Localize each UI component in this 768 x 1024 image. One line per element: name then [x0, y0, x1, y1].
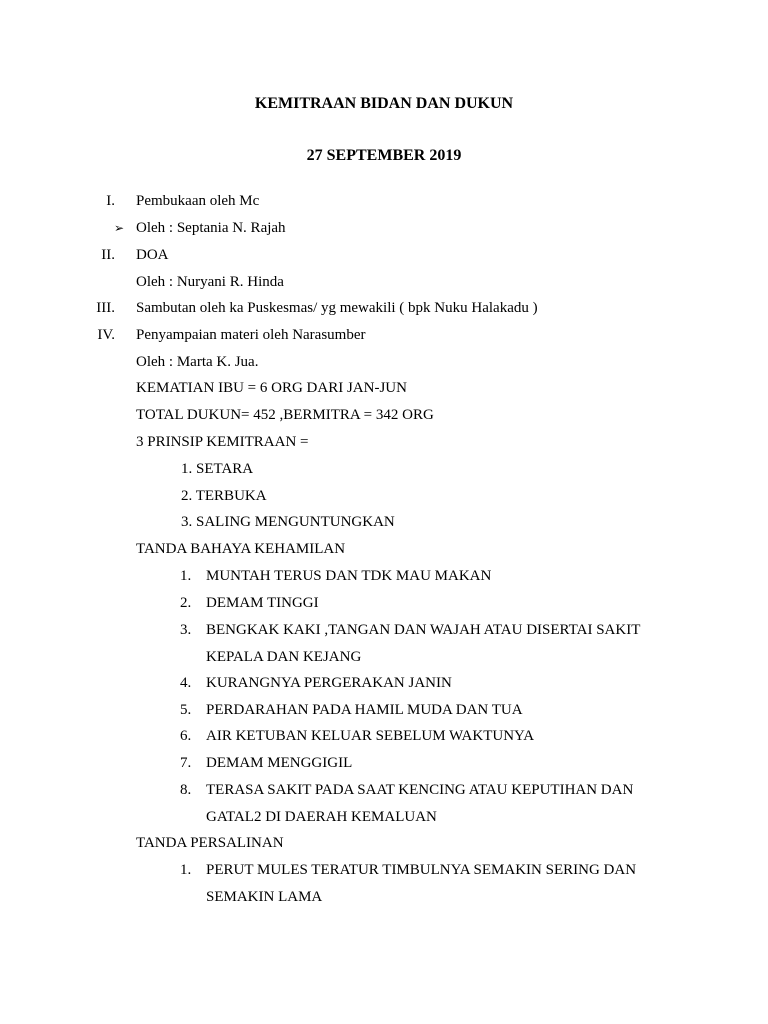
bahaya-heading: TANDA BAHAYA KEHAMILAN: [136, 541, 346, 557]
bahaya-number: 8.: [180, 782, 192, 798]
kematian-ibu-text: KEMATIAN IBU = 6 ORG DARI JAN-JUN: [136, 380, 407, 396]
bahaya-item-continued: GATAL2 DI DAERAH KEMALUAN: [206, 809, 437, 825]
persalinan-item: PERUT MULES TERATUR TIMBULNYA SEMAKIN SERING DAN: [206, 862, 637, 878]
arrow-bullet-icon: ➢: [114, 221, 125, 235]
bahaya-item: DEMAM TINGGI: [206, 595, 319, 611]
agenda-marker-iv: IV.: [97, 327, 115, 343]
bahaya-number: 3.: [180, 622, 192, 638]
bahaya-number: 7.: [180, 755, 192, 771]
agenda-marker-i: I.: [106, 193, 115, 209]
bahaya-number: 5.: [180, 702, 192, 718]
agenda-marker-ii: II.: [101, 247, 115, 263]
prinsip-heading: 3 PRINSIP KEMITRAAN =: [136, 434, 309, 450]
bahaya-item: TERASA SAKIT PADA SAAT KENCING ATAU KEPUTIHAN DAN: [206, 782, 634, 798]
bahaya-item: MUNTAH TERUS DAN TDK MAU MAKAN: [206, 568, 492, 584]
bahaya-number: 1.: [180, 568, 192, 584]
bahaya-item: KURANGNYA PERGERAKAN JANIN: [206, 675, 452, 691]
document-title: KEMITRAAN BIDAN DAN DUKUN: [254, 95, 514, 112]
bahaya-item: PERDARAHAN PADA HAMIL MUDA DAN TUA: [206, 702, 523, 718]
bahaya-item-continued: KEPALA DAN KEJANG: [206, 649, 362, 665]
agenda-item-i-sub: Oleh : Septania N. Rajah: [136, 220, 286, 236]
bahaya-item: AIR KETUBAN KELUAR SEBELUM WAKTUNYA: [206, 728, 535, 744]
agenda-item-iii: Sambutan oleh ka Puskesmas/ yg mewakili ( bpk Nuku Halakadu ): [136, 300, 538, 316]
persalinan-number: 1.: [180, 862, 192, 878]
agenda-item-iv-sub: Oleh : Marta K. Jua.: [136, 354, 259, 370]
agenda-item-ii-sub: Oleh : Nuryani R. Hinda: [136, 274, 284, 290]
prinsip-item: 2. TERBUKA: [181, 488, 267, 504]
agenda-item-iv: Penyampaian materi oleh Narasumber: [136, 327, 366, 343]
prinsip-item: 3. SALING MENGUNTUNGKAN: [181, 514, 395, 530]
agenda-item-ii: DOA: [136, 247, 169, 263]
persalinan-item-continued: SEMAKIN LAMA: [206, 889, 323, 905]
agenda-marker-iii: III.: [96, 300, 115, 316]
bahaya-number: 2.: [180, 595, 192, 611]
prinsip-item: 1. SETARA: [181, 461, 254, 477]
bahaya-number: 6.: [180, 728, 192, 744]
bahaya-item: BENGKAK KAKI ,TANGAN DAN WAJAH ATAU DISERTAI SAKIT: [206, 622, 641, 638]
document-date: 27 SEPTEMBER 2019: [306, 147, 462, 164]
total-dukun-text: TOTAL DUKUN= 452 ,BERMITRA = 342 ORG: [136, 407, 434, 423]
agenda-item-i: Pembukaan oleh Mc: [136, 193, 260, 209]
bahaya-number: 4.: [180, 675, 192, 691]
persalinan-heading: TANDA PERSALINAN: [136, 835, 284, 851]
bahaya-item: DEMAM MENGGIGIL: [206, 755, 353, 771]
